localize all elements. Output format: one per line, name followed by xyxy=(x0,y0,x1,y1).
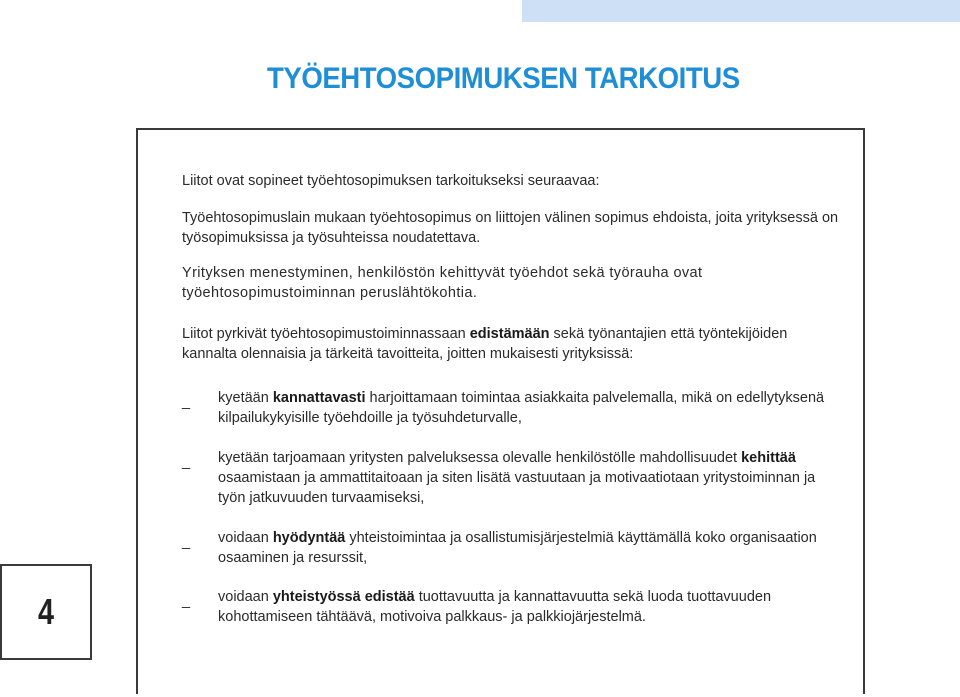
intro-paragraph: Liitot ovat sopineet työehtosopimuksen tarkoitukseksi seuraavaa: xyxy=(182,173,600,189)
list-item xyxy=(182,448,842,508)
list-item-text-before: voidaan xyxy=(218,530,273,546)
aims-paragraph: Yrityksen menestyminen, henkilöstön kehittyvät työehdot sekä työrauha ovat työehtosopimustoiminnan peruslähtökohtia. xyxy=(182,265,703,301)
pursue-text-before: Liitot pyrkivät työehtosopimustoiminnassaan xyxy=(182,326,470,342)
list-dash: _ xyxy=(182,394,191,410)
list-item xyxy=(182,528,842,568)
definition-paragraph: Työehtosopimuslain mukaan työehtosopimus on liittojen välinen sopimus ehdoista, joita yrityksessä on työsopimuksissa ja työsuhteissa noudatettava. xyxy=(182,210,839,246)
list-dash: _ xyxy=(182,454,191,470)
list-item-emphasis: kannattavasti xyxy=(272,390,366,406)
list-item-text-after: harjoittamaan toimintaa asiakkaita palvelemalla, mikä on edellytyksenä kilpailukykyisille työehdoille ja työsuhdeturvalle, xyxy=(218,390,825,426)
list-dash: _ xyxy=(182,534,191,550)
list-item-text-before: kyetään xyxy=(218,390,273,406)
content-body xyxy=(182,171,842,627)
corner-decoration-band xyxy=(522,0,960,22)
list-item-emphasis: kehittää xyxy=(741,450,796,466)
list-item xyxy=(182,587,842,627)
list-item-text-before: voidaan xyxy=(218,589,273,605)
list-item xyxy=(182,388,842,428)
list-item-text-after: tuottavuutta ja kannattavuutta sekä luoda tuottavuuden kohottamiseen tähtäävä, motivoiva palkkaus- ja palkkiojärjestelmä. xyxy=(218,589,772,625)
page-number-box xyxy=(0,564,92,660)
pursue-paragraph xyxy=(182,324,842,364)
list-item-emphasis: yhteistyössä edistää xyxy=(272,589,415,605)
list-dash: _ xyxy=(182,593,191,609)
list-item-text-after: yhteistoimintaa ja osallistumisjärjestelmiä käyttämällä koko organisaation osaaminen ja resurssit, xyxy=(218,530,817,566)
page-number: 4 xyxy=(37,591,55,632)
pursue-emphasis: edistämään xyxy=(469,326,550,342)
list-item-text-after: osaamistaan ja ammattitaitoaan ja siten lisätä vastuutaan ja motivaatiotaan yritystoiminnan ja työn jatkuvuuden turvaamiseksi, xyxy=(218,470,816,506)
list-item-emphasis: hyödyntää xyxy=(272,530,346,546)
list-item-text-before: kyetään tarjoamaan yritysten palveluksessa olevalle henkilöstölle mahdollisuudet xyxy=(218,450,742,466)
pursue-text-after: sekä työnantajien että työntekijöiden kannalta olennaisia ja tärkeitä tavoitteita, joitten mukaisesti yrityksissä: xyxy=(182,326,788,362)
page-title: TYÖEHTOSOPIMUKSEN TARKOITUS xyxy=(267,62,740,95)
